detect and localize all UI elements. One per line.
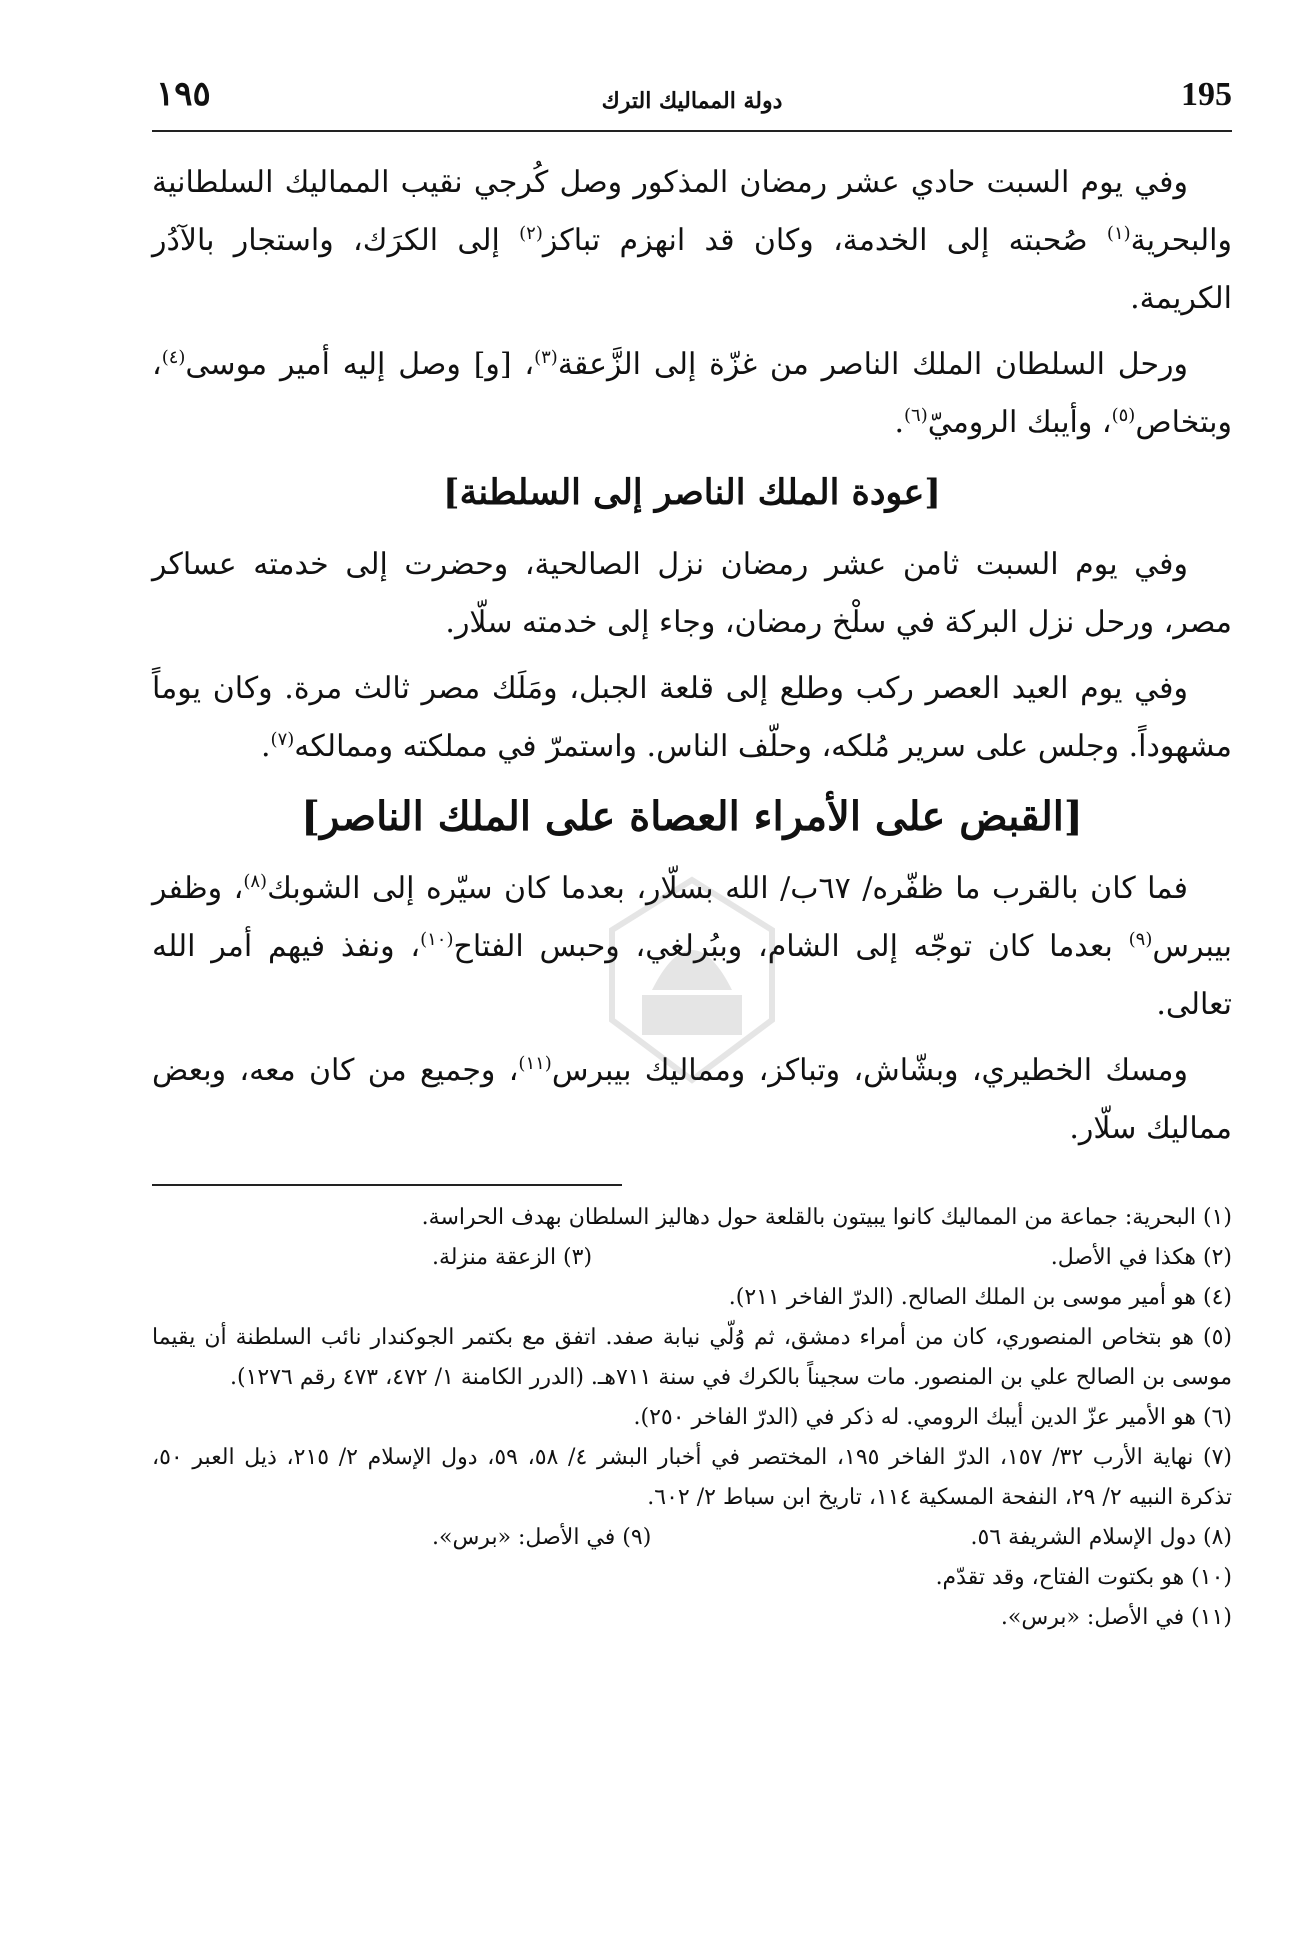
paragraph-2 (152, 336, 1232, 452)
text-span: ومسك الخطيري، وبشّاش، وتباكز، ومماليك بيبرس (551, 1053, 1188, 1088)
footnote-ref[interactable]: (١٠) (420, 929, 454, 950)
text-span: ، وظفر بيبرس (152, 871, 1232, 964)
text-span: بعدما كان توجّه إلى الشام، وببُرلغي، وحبس الفتاح (453, 929, 1129, 964)
text-span: ، [و] وصل إليه أمير موسى (185, 347, 535, 382)
footnote-2: (٢) هكذا في الأصل. (1050, 1245, 1232, 1270)
paragraph-5 (152, 860, 1232, 1034)
footnote-ref[interactable]: (٩) (1128, 929, 1153, 950)
footnote-divider (152, 1184, 622, 1186)
running-header (152, 70, 1232, 132)
page-number-arabic: ١٩٥ (156, 74, 211, 114)
text-span: ، وبتخاص (152, 347, 1232, 440)
footnote-row (152, 1238, 1232, 1278)
footnote-5: (٥) هو بتخاص المنصوري، كان من أمراء دمشق، ثم وُلّي نيابة صفد. اتفق مع بكتمر الجوكندار نائب السلطنة أن يقيما موسى بن الصالح علي بن المنصور. مات سجيناً بالكرك في سنة ٧١١هـ. (الدرر الكامنة ١/ ٤٧٢، ٤٧٣ رقم ١٢٧٦). (152, 1325, 1232, 1390)
paragraph-6 (152, 1042, 1232, 1158)
text-span: وفي يوم العيد العصر ركب وطلع إلى قلعة الجبل، ومَلَك مصر ثالث مرة. وكان يوماً مشهوداً. وجلس على سرير مُلكه، وحلّف الناس. واستمرّ في مملكته وممالكه (152, 671, 1232, 764)
footnote-3: (٣) الزعقة منزلة. (432, 1245, 593, 1270)
footnote-row (152, 1518, 1232, 1558)
footnote-ref[interactable]: (٤) (161, 347, 186, 368)
text-span: صُحبته إلى الخدمة، وكان قد انهزم تباكز (542, 223, 1107, 258)
section-heading-return: [عودة الملك الناصر إلى السلطنة] (443, 472, 941, 513)
page-number-latin: 195 (1181, 76, 1232, 113)
paragraph-4 (152, 660, 1232, 776)
footnote-11: (١١) في الأصل: «برس». (1000, 1605, 1232, 1630)
footnote-10: (١٠) هو بكتوت الفتاح، وقد تقدّم. (935, 1565, 1232, 1590)
text-span: ورحل السلطان الملك الناصر من غزّة إلى الزَّعقة (557, 347, 1188, 382)
text-span: . (894, 405, 904, 440)
running-title: دولة المماليك الترك (601, 88, 783, 114)
footnote-ref[interactable]: (٦) (904, 405, 928, 426)
paragraph-3: وفي يوم السبت ثامن عشر رمضان نزل الصالحية، وحضرت إلى خدمته عساكر مصر، ورحل نزل البركة في سلْخ رمضان، وجاء إلى خدمته سلّار. (152, 547, 1232, 640)
text-span: . (261, 729, 271, 764)
paragraph-1 (152, 154, 1232, 328)
footnote-9: (٩) في الأصل: «برس». (432, 1525, 652, 1550)
footnote-6: (٦) هو الأمير عزّ الدين أيبك الرومي. له ذكر في (الدرّ الفاخر ٢٥٠). (633, 1405, 1232, 1430)
text-span: ، وجميع من كان معه، وبعض مماليك سلّار. (152, 1053, 1232, 1146)
book-page (152, 70, 1232, 1930)
text-span: ، وأيبك الروميّ (927, 405, 1112, 440)
text-span: إلى الكرَك، واستجار بالآدُر الكريمة. (152, 223, 1232, 316)
text-span: فما كان بالقرب ما ظفّره/ ٦٧ب/ الله بسلّار، بعدما كان سيّره إلى الشوبك (267, 871, 1188, 906)
footnote-1: (١) البحرية: جماعة من المماليك كانوا يبيتون بالقلعة حول دهاليز السلطان بهدف الحراسة. (421, 1205, 1232, 1230)
footnote-ref[interactable]: (١١) (518, 1053, 552, 1074)
main-text (152, 154, 1232, 1158)
footnote-ref[interactable]: (١) (1106, 223, 1131, 244)
footnote-8: (٨) دول الإسلام الشريفة ٥٦. (970, 1525, 1232, 1550)
text-span: وفي يوم السبت حادي عشر رمضان المذكور وصل كُرجي نقيب المماليك السلطانية والبحرية (152, 165, 1233, 258)
section-heading-arrest: [القبض على الأمراء العصاة على الملك الناصر] (301, 793, 1083, 840)
footnote-ref[interactable]: (٨) (243, 871, 268, 892)
footnote-ref[interactable]: (٥) (1111, 405, 1136, 426)
footnote-ref[interactable]: (٧) (270, 729, 295, 750)
footnote-ref[interactable]: (٣) (534, 347, 558, 368)
footnote-4: (٤) هو أمير موسى بن الملك الصالح. (الدرّ الفاخر ٢١١). (728, 1285, 1232, 1310)
footnotes (152, 1198, 1232, 1638)
footnote-ref[interactable]: (٢) (519, 223, 543, 244)
footnote-7: (٧) نهاية الأرب ٣٢/ ١٥٧، الدرّ الفاخر ١٩٥، المختصر في أخبار البشر ٤/ ٥٨، ٥٩، دول الإسلام ٢/ ٢١٥، ذيل العبر ٥٠، تذكرة النبيه ٢/ ٢٩، النفحة المسكية ١١٤، تاريخ ابن سباط ٢/ ٦٠٢. (152, 1445, 1233, 1510)
text-span: ، ونفذ فيهم أمر الله تعالى. (152, 929, 1232, 1022)
